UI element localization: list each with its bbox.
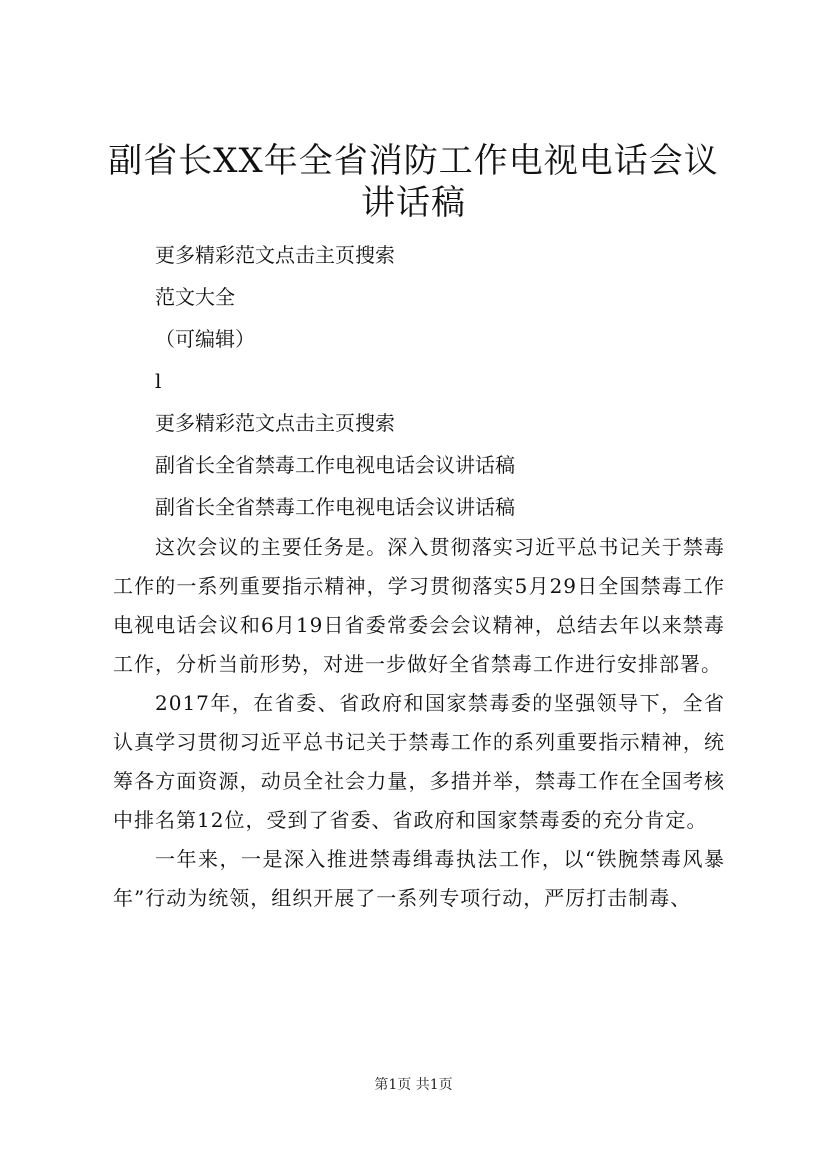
text-line: 范文大全 bbox=[155, 285, 235, 309]
text-line: 副省长全省禁毒工作电视电话会议讲话稿 bbox=[155, 453, 515, 477]
page-footer: 第1页 共1页 bbox=[374, 1077, 453, 1093]
text-line: （可编辑） bbox=[155, 327, 255, 351]
document-body bbox=[113, 234, 725, 918]
text-line: 更多精彩范文点击主页搜索 bbox=[155, 411, 395, 435]
text-line: 更多精彩范文点击主页搜索 bbox=[155, 243, 395, 267]
document-title: 副省长XX年全省消防工作电视电话会议讲话稿 bbox=[108, 141, 719, 223]
text-line: l bbox=[155, 369, 162, 393]
body-paragraph: 2017年，在省委、省政府和国家禁毒委的坚强领导下，全省认真学习贯彻习近平总书记关于禁毒工作的系列重要指示精神，统筹各方面资源，动员全社会力量，多措并举，禁毒工作在全国考核中排名第12位，受到了省委、省政府和国家禁毒委的充分肯定。 bbox=[113, 691, 725, 832]
body-paragraph: 这次会议的主要任务是。深入贯彻落实习近平总书记关于禁毒工作的一系列重要指示精神，学习贯彻落实5月29日全国禁毒工作电视电话会议和6月19日省委常委会会议精神，总结去年以来禁毒工作，分析当前形势，对进一步做好全省禁毒工作进行安排部署。 bbox=[113, 535, 725, 676]
text-line: 副省长全省禁毒工作电视电话会议讲话稿 bbox=[155, 495, 515, 519]
body-paragraph: 一年来，一是深入推进禁毒缉毒执法工作，以“铁腕禁毒风暴年”行动为统领，组织开展了一系列专项行动，严厉打击制毒、 bbox=[113, 847, 725, 910]
